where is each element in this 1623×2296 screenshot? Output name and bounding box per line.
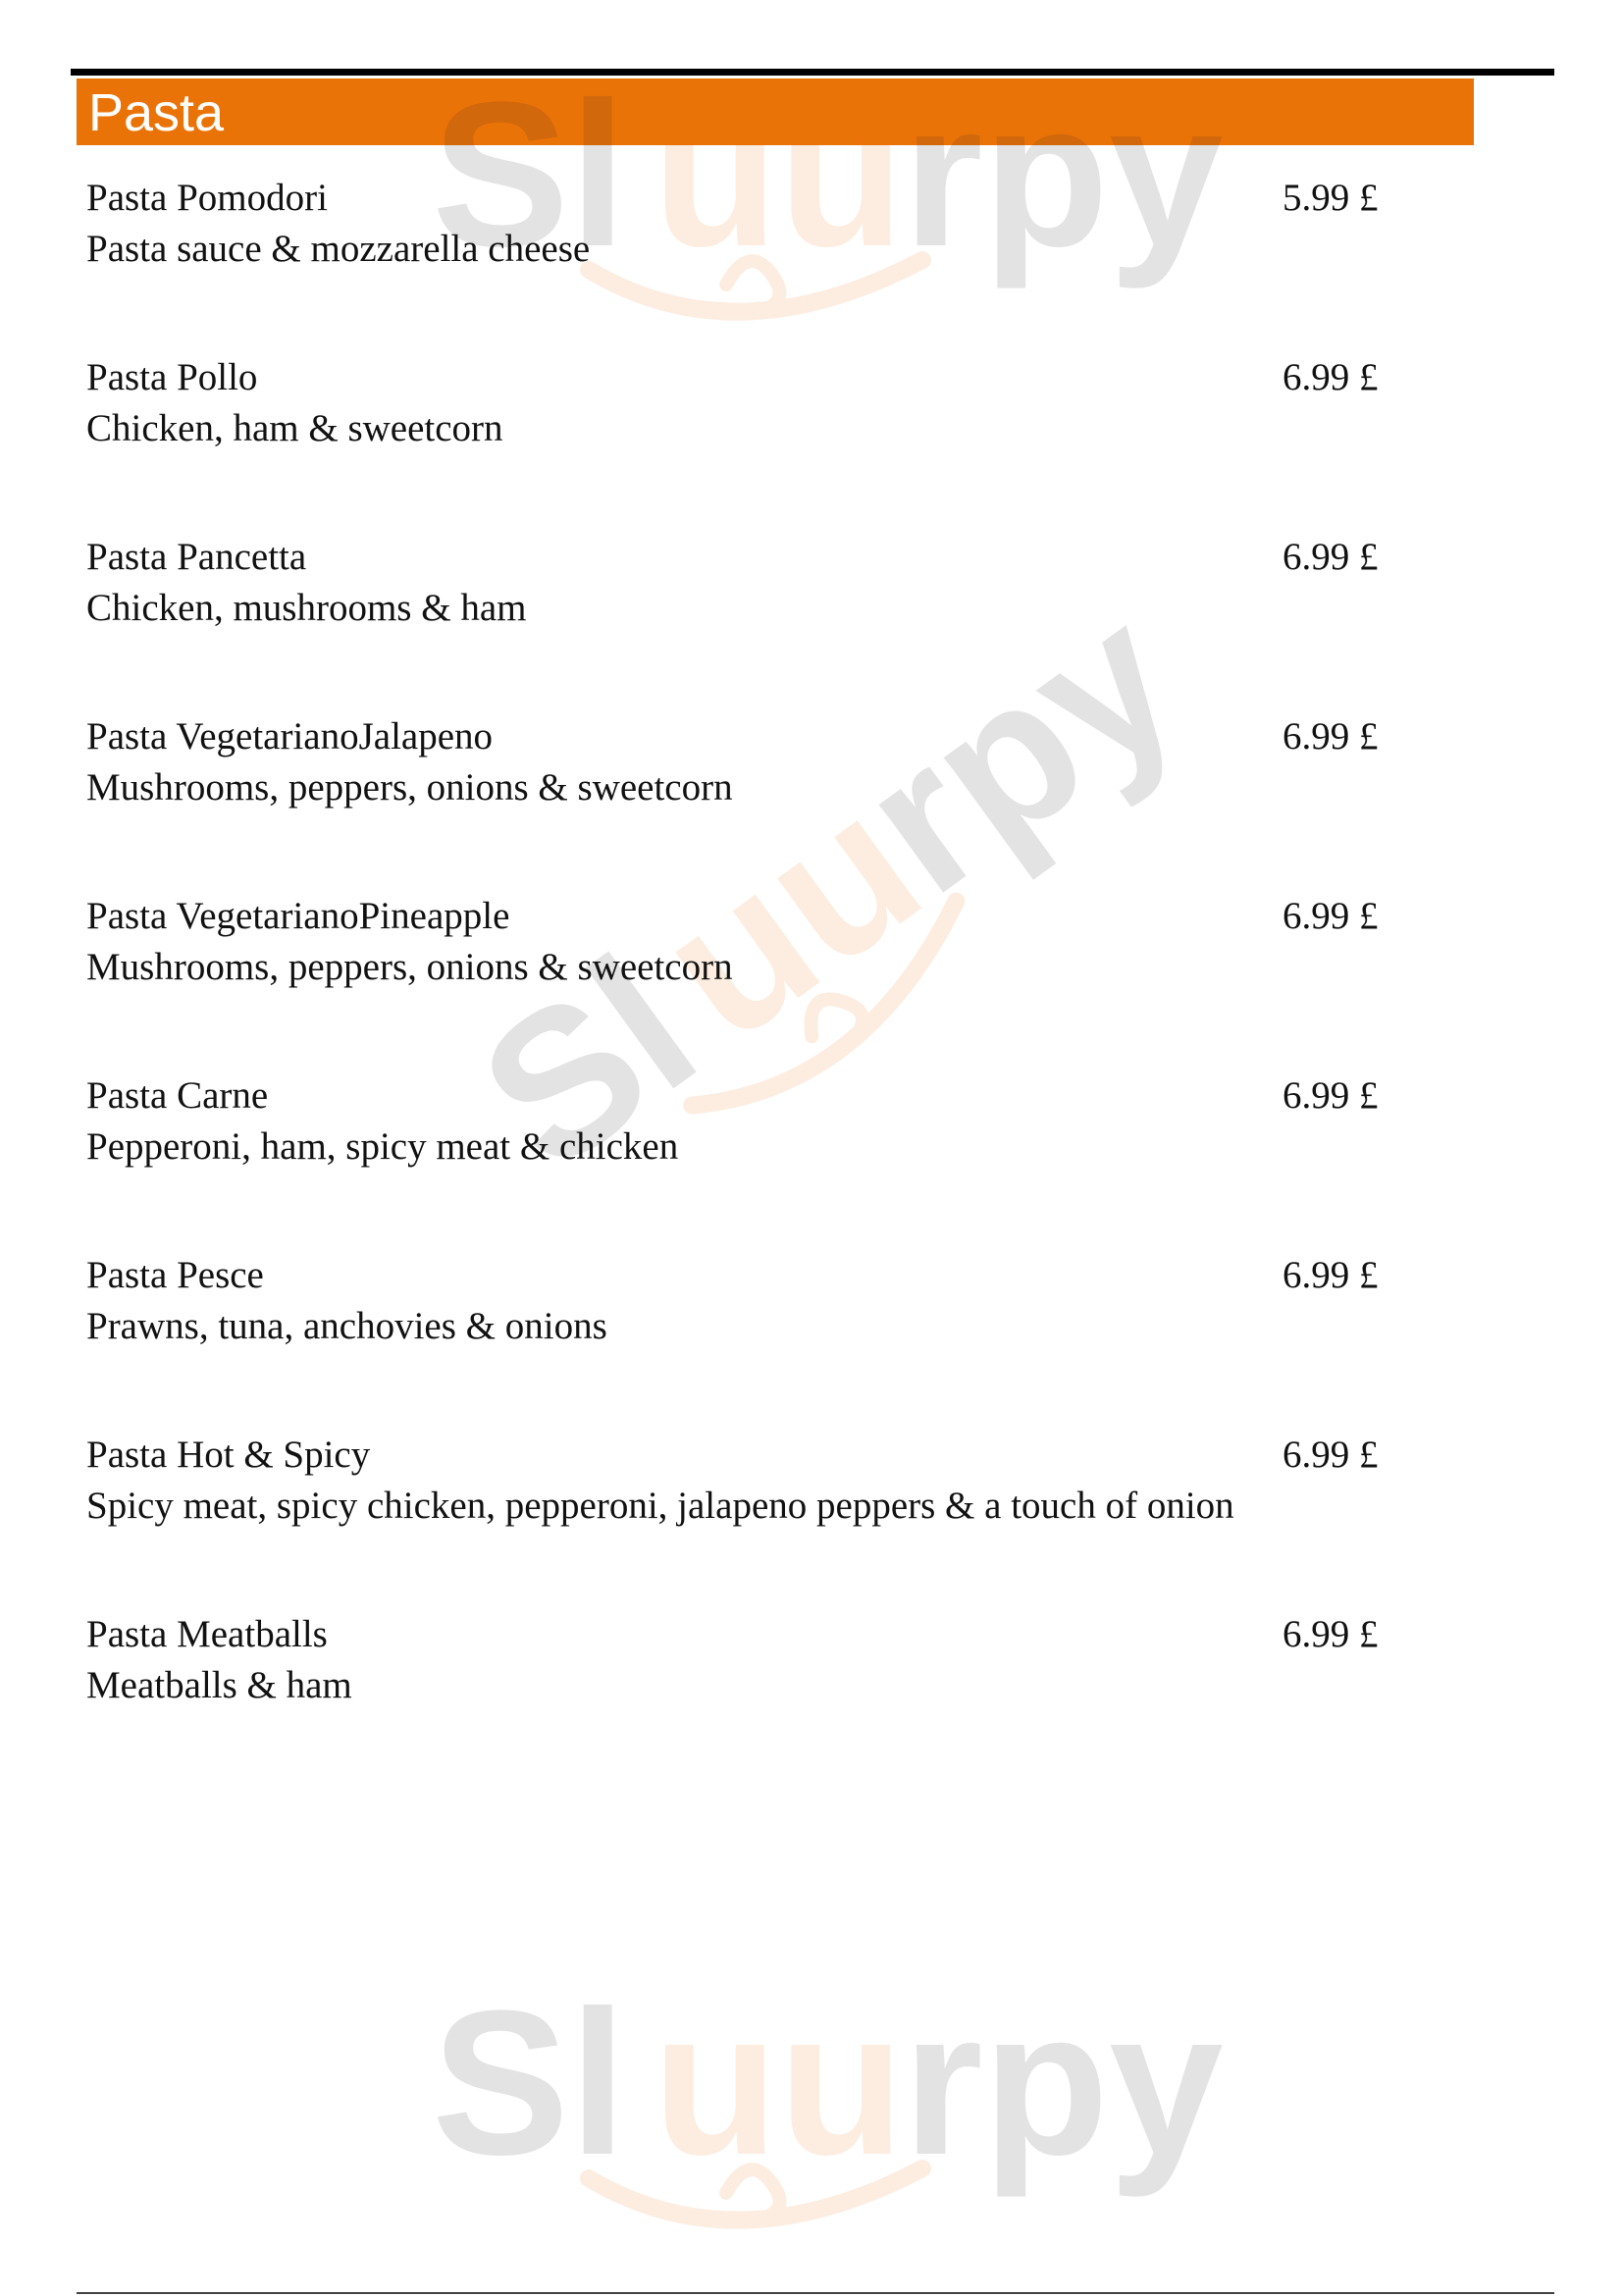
item-name: Pasta Pancetta <box>86 536 307 578</box>
item-name: Pasta Pomodori <box>86 177 328 219</box>
menu-item <box>86 532 1411 634</box>
item-description: Chicken, ham & sweetcorn <box>86 407 503 449</box>
menu-item <box>86 1070 1411 1173</box>
item-price: 6.99 £ <box>1283 715 1379 757</box>
bottom-rule <box>77 2292 1554 2294</box>
item-name: Pasta VegetarianoJalapeno <box>86 715 494 757</box>
menu-item <box>86 1609 1411 1711</box>
menu-item <box>86 891 1411 993</box>
item-description: Mushrooms, peppers, onions & sweetcorn <box>86 766 733 809</box>
menu-list <box>86 173 1411 1789</box>
item-name: Pasta Carne <box>86 1074 269 1117</box>
item-price: 6.99 £ <box>1283 895 1379 937</box>
item-name: Pasta Pesce <box>86 1254 264 1296</box>
item-name: Pasta Meatballs <box>86 1613 328 1655</box>
sluurpy-watermark-logo <box>412 1967 1236 2291</box>
item-description: Meatballs & ham <box>86 1664 352 1706</box>
item-price: 6.99 £ <box>1283 1074 1379 1117</box>
item-price: 6.99 £ <box>1283 536 1379 578</box>
item-price: 6.99 £ <box>1283 1434 1379 1476</box>
item-description: Prawns, tuna, anchovies & onions <box>86 1305 607 1347</box>
top-rule <box>71 69 1554 76</box>
menu-item <box>86 711 1411 813</box>
item-description: Pepperoni, ham, spicy meat & chicken <box>86 1125 679 1168</box>
section-banner <box>77 78 1474 145</box>
item-price: 5.99 £ <box>1283 177 1379 219</box>
menu-item <box>86 352 1411 454</box>
item-name: Pasta Hot & Spicy <box>86 1434 371 1476</box>
item-price: 6.99 £ <box>1283 1254 1379 1296</box>
item-price: 6.99 £ <box>1283 1613 1379 1655</box>
item-price: 6.99 £ <box>1283 356 1379 398</box>
item-description: Mushrooms, peppers, onions & sweetcorn <box>86 946 733 988</box>
item-name: Pasta VegetarianoPineapple <box>86 895 510 937</box>
menu-item <box>86 1430 1411 1532</box>
menu-item <box>86 1250 1411 1352</box>
item-name: Pasta Pollo <box>86 356 258 398</box>
item-description: Pasta sauce & mozzarella cheese <box>86 228 591 270</box>
item-description: Chicken, mushrooms & ham <box>86 587 527 629</box>
section-title: Pasta <box>88 83 225 142</box>
item-description: Spicy meat, spicy chicken, pepperoni, jalapeno peppers & a touch of onion <box>86 1485 1234 1527</box>
menu-item <box>86 173 1411 275</box>
